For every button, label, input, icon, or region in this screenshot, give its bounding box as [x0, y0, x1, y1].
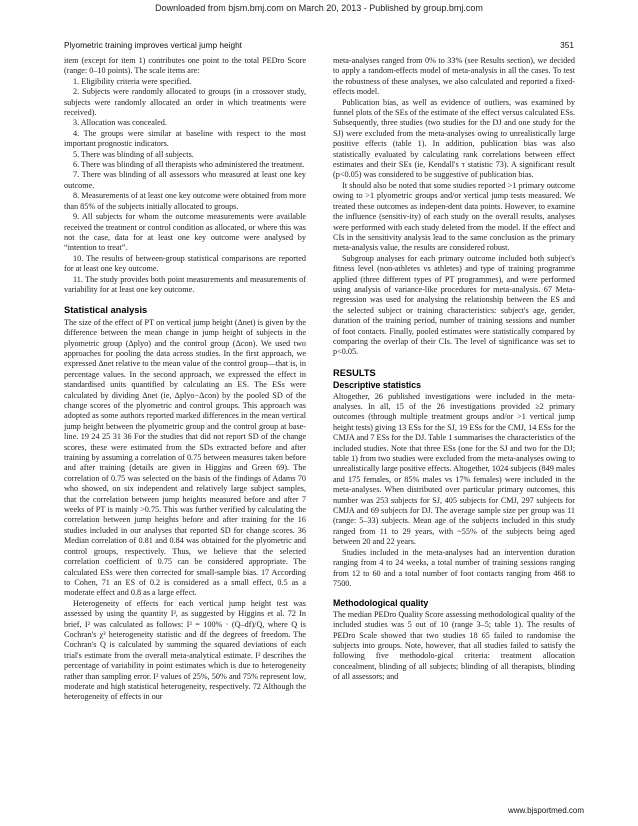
- pedro-item-10: 10. The results of between-group statistical comparisons are reported for at least one key outcome.: [64, 253, 306, 274]
- publication-bias-paragraph: Publication bias, as well as evidence of outliers, was examined by funnel plots of the SEs of the estimate of the effect versus calculated ESs. Subsequently, three studies (two studies for the DJ and one study for the SJ) were excluded from the meta-analyses owing to unrealistically large positive effects (table 1). In addition, publication bias was also statistically evaluated by calculating rank correlations between effect estimates and their SEs (ie, Kendall's τ statistic 73). A significant result (p<0.05) was considered to be suggestive of publication bias.: [333, 97, 575, 180]
- quality-paragraph: The median PEDro Quality Score assessing methodological quality of the included studies was 5 out of 10 (range 3–5; table 1). The results of PEDro Scale showed that two studies 18 65 failed to randomise the subjects into groups. Note, however, that all studies failed to satisfy the following five methodolo-gical criteria: treatment allocation concealment, blinding of all subjects; blinding of all therapists, blinding of all assessors; and: [333, 609, 575, 682]
- footer-url[interactable]: www.bjsportmed.com: [508, 806, 585, 815]
- heading-results: RESULTS: [333, 367, 376, 378]
- heterogeneity-paragraph: Heterogeneity of effects for each vertical jump height test was assessed by using the quantity I², as suggested by Higgins et al. 72 In brief, I² was calculated as follows: I² = 100% · (Q–df)/Q, where Q is Cochran's χ² heterogeneity statistic and df the degrees of freedom. The Cochran's Q is calculated by summing the squared deviations of each trial's estimate from the overall meta-analytical estimate. I² describes the percentage of variability in point estimates which is due to heterogeneity rather than sampling error. I² values of 25%, 50% and 75% represent low, moderate and high statistical heterogeneity, respectively. 72 Although the heterogeneity of effects in our: [64, 598, 306, 702]
- pedro-item-6: 6. There was blinding of all therapists who administered the treatment.: [73, 160, 305, 170]
- pedro-item-8: 8. Measurements of at least one key outcome were obtained from more than 85% of the subjects initially allocated to groups.: [64, 191, 306, 211]
- heading-statistical-analysis: Statistical analysis: [64, 305, 148, 316]
- random-effects-paragraph: meta-analyses ranged from 0% to 33% (see Results section), we decided to apply a random-effects model of meta-analysis in all the cases. To test the robustness of these analyses, we also calculated and reported a fixed-effects model.: [333, 56, 575, 97]
- descriptive-paragraph: Altogether, 26 published investigations were included in the meta-analyses. In all, 15 of the 26 investigations provided ≥2 primary outcomes (through multiple treatment groups and/or >1 vertical jump height tests) giving 13 ESs for the SJ, 19 ESs for the CMJ, 14 ESs for the CMJA and 7 ESs for the DJ. Table 1 summarises the characteristics of the included studies. Note that three ESs (one for the SJ and two for the DJ; table 1) from two studies were excluded from the meta-analyses owing to unrealistically large positive effects. Altogether, 1024 subjects (849 males and 175 females, or 85% males vs 17% females) were included in the meta-analyses. When distributed over particular primary outcomes, this number was 253 subjects for SJ, 405 subjects for CMJ, 297 subjects for CMJA and 69 subjects for DJ. The average sample size per group was 11 (range: 5–33) subjects. Mean age of the subjects included in this study ranged from 11 to 29 years, with ~55% of the subjects being aged between 20 and 22 years.: [333, 391, 575, 547]
- subgroup-paragraph: Subgroup analyses for each primary outcome included both subject's fitness level (non-athletes vs athletes) and type of training programme applied (three different types of PT programmes), and were performed using analysis of variance-like procedures for meta-analysis. 67 Meta-regression was used for analysing the relationship between the ES and the selected subject or training characteristics: subject's age, gender, duration of the training period, number of training sessions and number of foot contacts. Finally, pooled estimates were statistically compared by comparing the overlap of their CIs. The level of significance was set to p<0.05.: [333, 253, 575, 357]
- running-head-title: Plyometric training improves vertical jump height: [64, 40, 242, 50]
- sensitivity-paragraph: It should also be noted that some studies reported >1 primary outcome owing to >1 plyometric groups and/or vertical jump tests measured. We treated these outcomes as indepen-dent data points. However, to examine the influence (sensitiv-ity) of each study on the overall results, analyses were performed with each study deleted from the model. If the effect and CIs in the sensitivity analysis lead to the same conclusion as the primary meta-analysis value, the results are considered robust.: [333, 180, 575, 253]
- download-banner: Downloaded from bjsm.bmj.com on March 20, 2013 - Published by group.bmj.com: [155, 3, 483, 13]
- pedro-intro-paragraph: item (except for item 1) contributes one point to the total PEDro Score (range: 0–10 points). The scale items are:: [64, 56, 306, 76]
- right-column: [333, 56, 575, 683]
- pedro-item-9: 9. All subjects for whom the outcome measurements were available received the treatment or control condition as allocated, or where this was not the case, data for at least one key outcome were analysed by “intention to treat”.: [64, 212, 306, 253]
- pedro-item-5: 5. There was blinding of all subjects.: [73, 149, 194, 159]
- pedro-item-1: 1. Eligibility criteria were specified.: [73, 76, 192, 86]
- page-number: 351: [560, 40, 574, 50]
- pedro-item-11: 11. The study provides both point measurements and measurements of variability for at least one key outcome.: [64, 274, 306, 294]
- pedro-item-2: 2. Subjects were randomly allocated to groups (in a crossover study, subjects were randomly allocated an order in which treatments were received).: [64, 87, 306, 118]
- pedro-item-4: 4. The groups were similar at baseline with respect to the most important prognostic indicators.: [64, 128, 306, 149]
- intervention-paragraph: Studies included in the meta-analyses had an intervention duration ranging from 4 to 24 weeks, a total number of training sessions ranging from 12 to 60 and a total number of foot contacts ranging from 468 to 7500.: [333, 547, 575, 588]
- pedro-item-7: 7. There was blinding of all assessors who measured at least one key outcome.: [64, 170, 306, 190]
- subheading-descriptive-statistics: Descriptive statistics: [333, 380, 422, 391]
- pedro-item-3: 3. Allocation was concealed.: [73, 118, 167, 128]
- stats-paragraph: The size of the effect of PT on vertical jump height (Δnet) is given by the difference between the mean change in jump height of subjects in the plyometric group (Δplyo) and the control group (Δcon). We used two approaches for pooling the data across studies. In the first approach, we expressed Δnet relative to the mean value of the control group—that is, in percentage values. In the second approach, we expressed the effect in standardised units quantified by calculating an ES. The ESs were calculated by dividing Δnet (ie, Δplyo−Δcon) by the pooled SD of the change scores of the plyometric and control groups. This approach was adopted as some authors reported marked differences in the mean vertical jump height between the plyometric group and the control group at base-line. 19 24 25 31 36 For the studies that did not report SD of the change scores, these were estimated from the SDs extracted before and after training by assuming a correlation of 0.75 between measures taken before and after training (details are given in Higgins and Green 69). The correlation of 0.75 was selected on the basis of the findings of Adams 70 who showed, on six independent and relatively large subject samples, that the correlation between jump heights measured before and after 7 weeks of PT is mainly >0.75. This was further verified by calculating the correlation between jump heights before and after training for the 16 studies included in our analyses that reported SD for change scores. 36 Median correlation of 0.81 and 0.84 was obtained for the plyometric and control groups, respectively. Thus, we believe that the selected correlation coefficient of 0.75 can be considered appropriate. The calculated ESs were then corrected for small-sample bias. 17 According to Cohen, 71 an ES of 0.2 is considered as a small effect, 0.5 as a moderate effect and 0.8 as a large effect.: [64, 317, 306, 598]
- left-column: [64, 56, 306, 703]
- running-head: [64, 40, 574, 50]
- subheading-methodological-quality: Methodological quality: [333, 598, 429, 609]
